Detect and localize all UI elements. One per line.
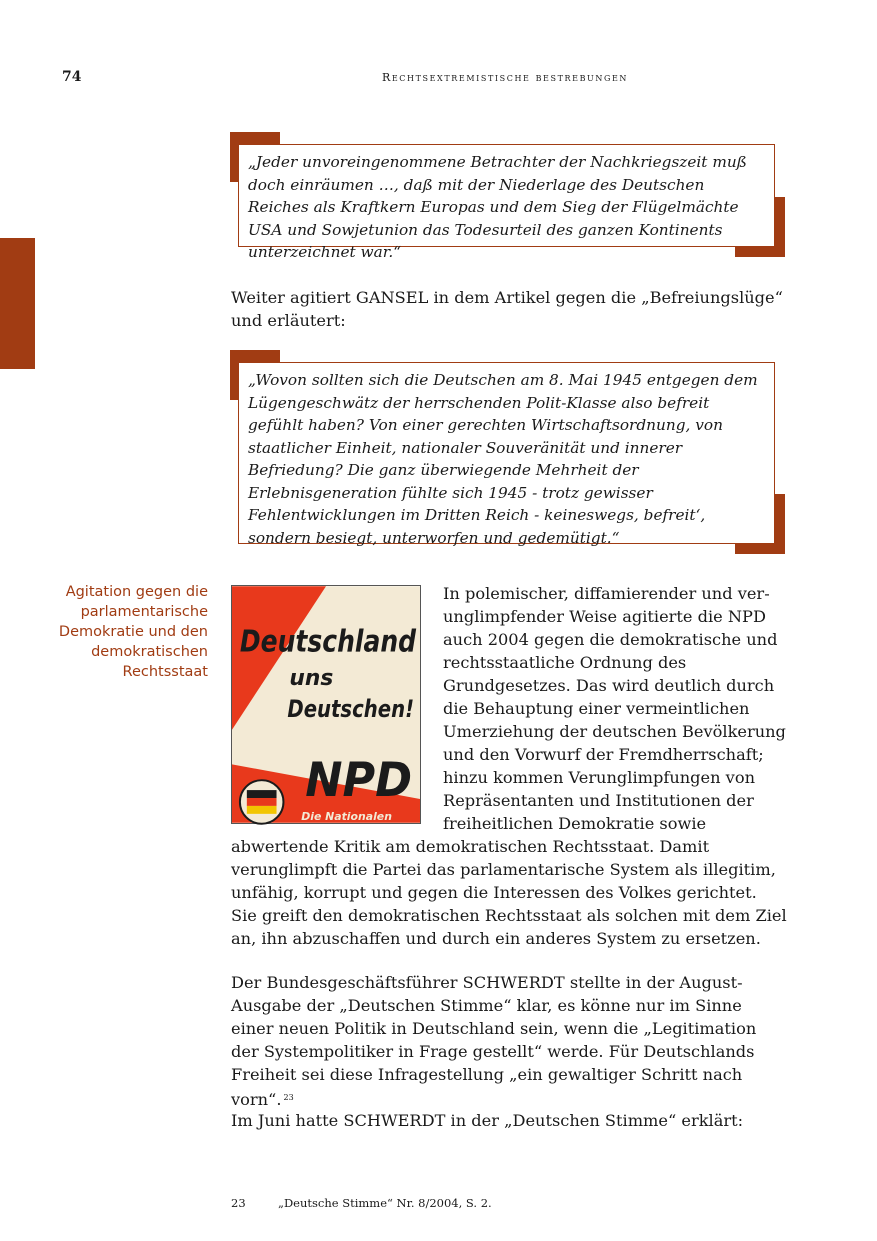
npd-poster-image (231, 585, 421, 824)
quote-text-1: „Jeder unvoreingenommene Betrachter der Nachkriegszeit muß doch einräumen …, daß mit der Niederlage des Deutschen Reiches als Kraftkern Europas und dem Sieg der Flügelmächte USA und Sowjetunion das Todesurteil des ganzen Kontinents unterzeichnet war.“ (238, 144, 775, 247)
quote-block-1 (230, 132, 785, 261)
poster-line3: Deutschen! (287, 694, 415, 723)
chapter-edge-tab (0, 238, 35, 369)
schwerdt-paragraph (231, 971, 787, 1111)
running-header: rechtsextremistische bestrebungen (381, 71, 629, 84)
footnote-text: „Deutsche Stimme“ Nr. 8/2004, S. 2. (278, 1196, 492, 1210)
page-number: 74 (62, 69, 82, 85)
intro-paragraph: Weiter agitiert GANSEL in dem Artikel gegen die „Befreiungslüge“ und erläutert: (231, 288, 783, 330)
juni-paragraph: Im Juni hatte SCHWERDT in der „Deutschen Stimme“ erklärt: (231, 1111, 744, 1130)
poster-slogan: Die Nationalen (301, 809, 392, 823)
schwerdt-paragraph-text: Der Bundesgeschäftsführer SCHWERDT stellte in der August-Ausgabe der „Deutschen Stimme“ klar, es könne nur im Sinne einer neuen Politik in Deutschland sein, wenn die „Legitimation der Systempolitiker in Frage gestellt“ werde. Für Deutschlands Freiheit sei diese Infragestellung „ein gewaltiger Schritt nach vorn“. (231, 973, 757, 1109)
agitation-paragraph: In polemischer, diffamierender und verunglimpfender Weise agitierte die NPD auch 2004 gegen die demokratische und rechtsstaatliche Ordnung des Grundgesetzes. Das wird deutlich durch die Behauptung einer vermeintlichen Umerziehung der deutschen Bevölkerung und den Vorwurf der Fremdherrschaft; hinzu kommen Verunglimpfungen von Repräsentanten und Institutionen der freiheitlichen Demokratie sowie abwertende Kritik am demokratischen Rechtsstaat. Damit verunglimpft die Partei das parlamentarische System als illegitim, unfähig, korrupt und gegen die Interessen des Volkes gerichtet. Sie greift den demokratischen Rechtsstaat als solchen mit dem Ziel an, ihn abzuschaffen und durch ein anderes System zu ersetzen. (231, 584, 787, 948)
quote-text-2: „Wovon sollten sich die Deutschen am 8. Mai 1945 entgegen dem Lügengeschwätz der herrschenden Polit-Klasse also befreit gefühlt haben? Von einer gerechten Wirtschaftsordnung, von staatlicher Einheit, nationaler Souveränität und innerer Befriedung? Die ganz überwiegende Mehrheit der Erlebnisgeneration fühlte sich 1945 - trotz gewisser Fehlentwicklungen im Dritten Reich - keineswegs, befreit‘, sondern besiegt, unterworfen und gedemütigt.“ (238, 362, 775, 544)
poster-line1: Deutschland (239, 624, 417, 660)
footnote-reference[interactable]: 23 (283, 1093, 294, 1102)
poster-graphic (232, 586, 420, 823)
poster-party-name: NPD (305, 753, 413, 809)
quote-block-2 (230, 350, 785, 554)
npd-emblem-icon (240, 780, 284, 824)
agitation-section (231, 582, 787, 950)
footnote-number: 23 (231, 1196, 246, 1210)
marginal-note: Agitation gegen die parlamentarische Demokratie und den demokratischen Rechtsstaat (58, 584, 208, 680)
poster-line2: uns (289, 666, 334, 692)
